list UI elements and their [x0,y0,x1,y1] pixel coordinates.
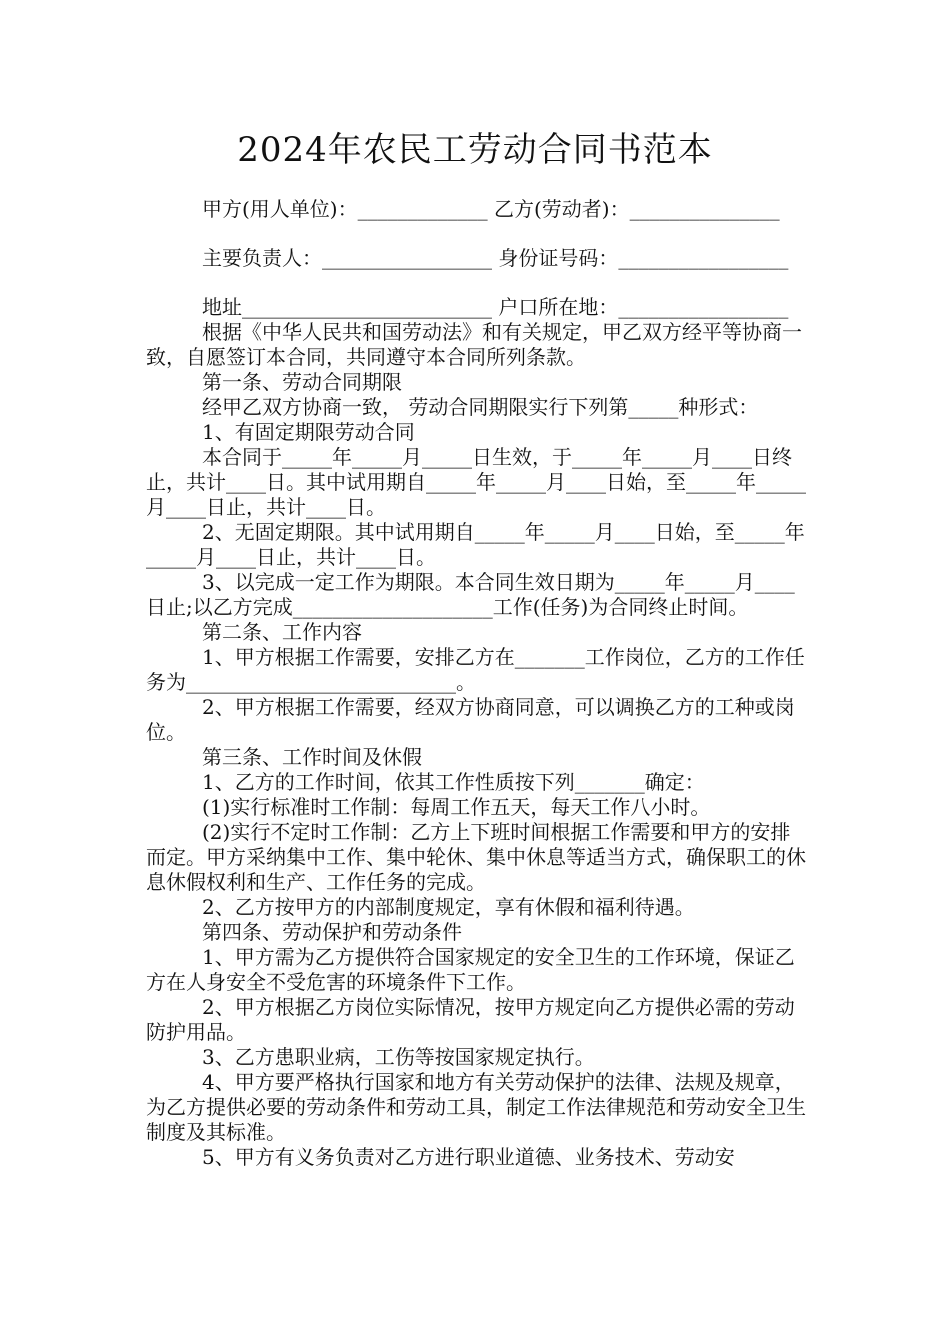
responsible-person-line: 主要负责人：_________________ 身份证号码：_________________ [202,246,789,270]
section-heading: 第三条、工作时间及休假 [202,745,422,769]
clause-item: 2、甲方根据工作需要，经双方协商同意，可以调换乙方的工种或岗位。 [146,695,795,744]
clause-item: (1)实行标准时工作制：每周工作五天，每天工作八小时。 [202,795,711,819]
section-heading: 第一条、劳动合同期限 [202,370,402,394]
clause-item: 1、甲方需为乙方提供符合国家规定的安全卫生的工作环境，保证乙方在人身安全不受危害的环境条件下工作。 [146,945,795,994]
clause-item: 2、甲方根据乙方岗位实际情况，按甲方规定向乙方提供必需的劳动防护用品。 [146,995,795,1044]
clause-item: 4、甲方要严格执行国家和地方有关劳动保护的法律、法规及规章，为乙方提供必要的劳动条件和劳动工具，制定工作法律规范和劳动安全卫生制度及其标准。 [146,1070,806,1144]
clause-item: 3、以完成一定工作为期限。本合同生效日期为_____年_____月____日止;以乙方完成____________________工作(任务)为合同终止时间。 [146,570,795,619]
clause-item: 5、甲方有义务负责对乙方进行职业道德、业务技术、劳动安 [202,1145,735,1169]
paragraph: 经甲乙双方协商一致， 劳动合同期限实行下列第_____种形式： [202,395,759,419]
document-title: 2024年农民工劳动合同书范本 [237,130,713,170]
party-a-line: 甲方(用人单位)：_____________ 乙方(劳动者)：_______________ [202,197,780,221]
clause-item: 2、乙方按甲方的内部制度规定，享有休假和福利待遇。 [202,895,695,919]
clause-item: 1、乙方的工作时间，依其工作性质按下列_______确定： [202,770,705,794]
clause-item: 3、乙方患职业病，工伤等按国家规定执行。 [202,1045,595,1069]
clause-item: 1、甲方根据工作需要，安排乙方在_______工作岗位，乙方的工作任务为___________________________。 [146,645,805,694]
clause-item: 1、有固定期限劳动合同 [202,420,415,444]
clause-item: (2)实行不定时工作制：乙方上下班时间根据工作需要和甲方的安排而定。甲方采纳集中工作、集中轮休、集中休息等适当方式，确保职工的休息休假权利和生产、工作任务的完成。 [146,820,806,894]
paragraph: 本合同于_____年_____月_____日生效，于_____年_____月____日终止，共计____日。其中试用期自_____年_____月____日始，至_____年_____月____日止，共计____日。 [146,445,806,519]
paragraph: 根据《中华人民共和国劳动法》和有关规定，甲乙双方经平等协商一致，自愿签订本合同，共同遵守本合同所列条款。 [146,320,802,369]
clause-item: 2、无固定期限。其中试用期自_____年_____月____日始，至_____年_____月____日止，共计____日。 [146,520,805,569]
document-body [146,197,810,1170]
section-heading: 第四条、劳动保护和劳动条件 [202,920,462,944]
address-line: 地址_________________________ 户口所在地：_________________ [202,295,789,319]
section-heading: 第二条、工作内容 [202,620,362,644]
